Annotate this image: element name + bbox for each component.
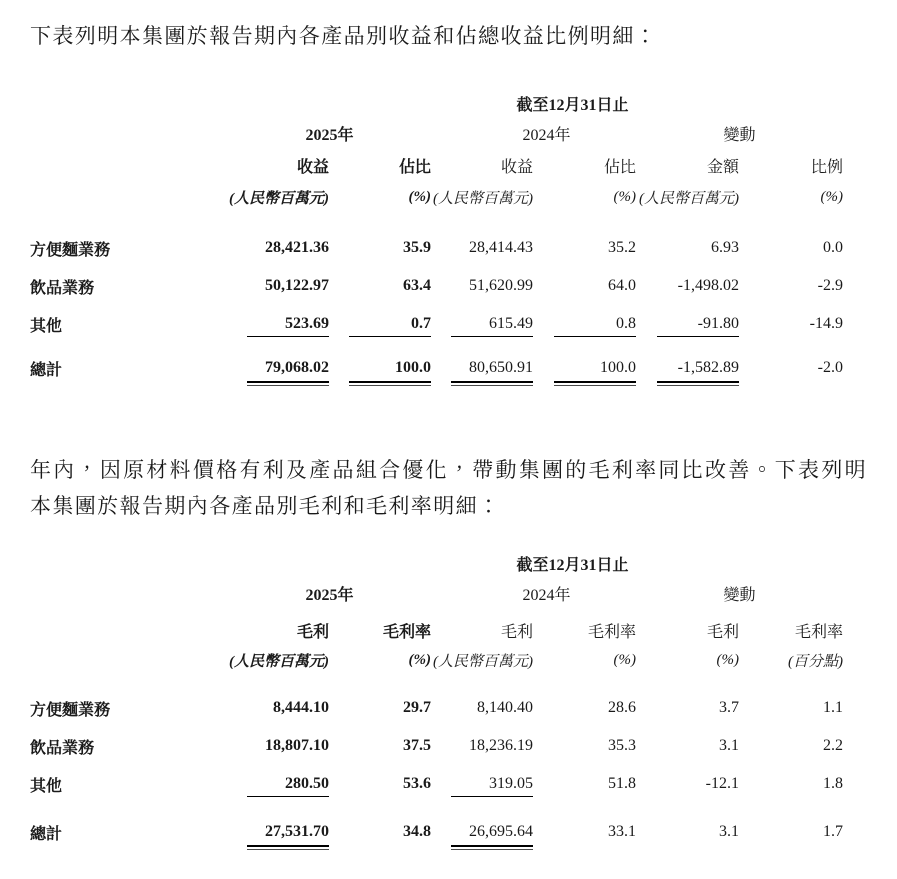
row-label: 飲品業務 xyxy=(30,279,95,297)
double-rule xyxy=(247,845,329,850)
total-rule-row xyxy=(30,380,897,388)
group-header-change: 變動 xyxy=(723,126,756,144)
single-rule xyxy=(247,336,329,337)
unit-label: (人民幣百萬元) xyxy=(433,190,533,207)
period-title: 截至12月31日止 xyxy=(516,556,629,574)
group-header-2025: 2025年 xyxy=(305,586,354,604)
unit-label: (%) xyxy=(408,188,431,205)
cell-value: -1,582.89 xyxy=(677,359,739,376)
column-header: 毛利率 xyxy=(587,623,636,641)
cell-value: 26,695.64 xyxy=(469,823,533,840)
cell-value: 1.1 xyxy=(823,699,843,716)
double-rule xyxy=(554,381,636,386)
cell-value: 0.7 xyxy=(411,315,431,332)
cell-value: -2.0 xyxy=(817,359,843,376)
unit-label: (%) xyxy=(716,651,739,668)
total-row xyxy=(30,820,897,844)
cell-value: 18,807.10 xyxy=(265,737,329,754)
cell-value: 35.2 xyxy=(608,239,636,256)
unit-label: (%) xyxy=(820,188,843,205)
cell-value: 100.0 xyxy=(395,359,431,376)
cell-value: 27,531.70 xyxy=(265,823,329,840)
cell-value: 18,236.19 xyxy=(469,737,533,754)
row-label: 方便麵業務 xyxy=(30,241,111,259)
unit-label: (%) xyxy=(613,651,636,668)
unit-label: (%) xyxy=(408,651,431,668)
table-row xyxy=(30,696,897,720)
cell-value: 34.8 xyxy=(403,823,431,840)
column-header: 收益 xyxy=(296,158,329,176)
cell-value: 80,650.91 xyxy=(469,359,533,376)
table-row xyxy=(30,274,897,298)
cell-value: 0.8 xyxy=(616,315,636,332)
row-label: 其他 xyxy=(30,317,63,335)
unit-label: (人民幣百萬元) xyxy=(229,190,329,207)
group-header-2024: 2024年 xyxy=(522,126,571,144)
cell-value: 35.9 xyxy=(403,239,431,256)
cell-value: 6.93 xyxy=(711,239,739,256)
table-row xyxy=(30,772,897,796)
cell-value: 3.1 xyxy=(719,823,739,840)
year-group-row xyxy=(30,122,897,144)
cell-value: 29.7 xyxy=(403,699,431,716)
single-rule xyxy=(554,336,636,337)
cell-value: -91.80 xyxy=(697,315,739,332)
single-rule xyxy=(349,336,431,337)
cell-value: 79,068.02 xyxy=(265,359,329,376)
subtotal-rule-row xyxy=(30,336,897,342)
unit-label: (%) xyxy=(613,188,636,205)
cell-value: 51.8 xyxy=(608,775,636,792)
cell-value: 64.0 xyxy=(608,277,636,294)
unit-label: (人民幣百萬元) xyxy=(639,190,739,207)
cell-value: 63.4 xyxy=(403,277,431,294)
paragraph-line: 本集團於報告期內各產品別毛利和毛利率明細： xyxy=(30,494,501,518)
total-row xyxy=(30,356,897,380)
column-header: 金額 xyxy=(706,158,739,176)
intro-paragraph-grossprofit xyxy=(30,452,867,524)
column-header: 毛利 xyxy=(706,623,739,641)
total-rule-row xyxy=(30,844,897,852)
cell-value: -12.1 xyxy=(705,775,739,792)
group-header-2024: 2024年 xyxy=(522,586,571,604)
double-rule xyxy=(657,381,739,386)
gross-profit-table xyxy=(0,552,897,852)
column-header: 佔比 xyxy=(398,158,431,176)
period-title-row xyxy=(30,92,897,114)
cell-value: 37.5 xyxy=(403,737,431,754)
cell-value: 319.05 xyxy=(489,775,533,792)
cell-value: -14.9 xyxy=(809,315,843,332)
cell-value: 1.7 xyxy=(823,823,843,840)
subtotal-rule-row xyxy=(30,796,897,802)
cell-value: 8,444.10 xyxy=(273,699,329,716)
single-rule xyxy=(451,336,533,337)
column-header-row xyxy=(30,154,897,176)
column-header: 毛利 xyxy=(500,623,533,641)
unit-label: (百分點) xyxy=(788,653,843,670)
column-header: 收益 xyxy=(500,158,533,176)
cell-value: 3.7 xyxy=(719,699,739,716)
cell-value: 51,620.99 xyxy=(469,277,533,294)
intro-paragraph-revenue: 下表列明本集團於報告期內各產品別收益和佔總收益比例明細： xyxy=(30,24,658,48)
column-header: 毛利率 xyxy=(794,623,843,641)
column-header-row xyxy=(30,619,897,641)
cell-value: -2.9 xyxy=(817,277,843,294)
cell-value: 28,421.36 xyxy=(265,239,329,256)
cell-value: 33.1 xyxy=(608,823,636,840)
group-header-change: 變動 xyxy=(723,586,756,604)
row-label: 方便麵業務 xyxy=(30,701,111,719)
cell-value: -1,498.02 xyxy=(677,277,739,294)
cell-value: 280.50 xyxy=(285,775,329,792)
revenue-breakdown-table xyxy=(0,92,897,388)
cell-value: 2.2 xyxy=(823,737,843,754)
cell-value: 28,414.43 xyxy=(469,239,533,256)
cell-value: 28.6 xyxy=(608,699,636,716)
cell-value: 523.69 xyxy=(285,315,329,332)
paragraph-line: 年內，因原材料價格有利及產品組合優化，帶動集團的毛利率同比改善。下表列明 xyxy=(30,458,867,482)
column-header: 毛利率 xyxy=(382,623,431,641)
row-label: 飲品業務 xyxy=(30,739,95,757)
cell-value: 50,122.97 xyxy=(265,277,329,294)
row-label: 總計 xyxy=(30,361,63,379)
table-row xyxy=(30,734,897,758)
cell-value: 53.6 xyxy=(403,775,431,792)
double-rule xyxy=(247,381,329,386)
year-group-row xyxy=(30,582,897,604)
column-header: 佔比 xyxy=(603,158,636,176)
table-row xyxy=(30,312,897,336)
unit-row xyxy=(30,186,897,208)
table-row xyxy=(30,236,897,260)
unit-label: (人民幣百萬元) xyxy=(229,653,329,670)
cell-value: 3.1 xyxy=(719,737,739,754)
column-header: 毛利 xyxy=(296,623,329,641)
group-header-2025: 2025年 xyxy=(305,126,354,144)
double-rule xyxy=(451,845,533,850)
cell-value: 100.0 xyxy=(600,359,636,376)
row-label: 其他 xyxy=(30,777,63,795)
period-title: 截至12月31日止 xyxy=(516,96,629,114)
column-header: 比例 xyxy=(810,158,843,176)
double-rule xyxy=(451,381,533,386)
cell-value: 615.49 xyxy=(489,315,533,332)
double-rule xyxy=(349,381,431,386)
single-rule xyxy=(247,796,329,797)
cell-value: 0.0 xyxy=(823,239,843,256)
period-title-row xyxy=(30,552,897,574)
single-rule xyxy=(657,336,739,337)
cell-value: 8,140.40 xyxy=(477,699,533,716)
unit-label: (人民幣百萬元) xyxy=(433,653,533,670)
unit-row xyxy=(30,649,897,671)
single-rule xyxy=(451,796,533,797)
row-label: 總計 xyxy=(30,825,63,843)
cell-value: 35.3 xyxy=(608,737,636,754)
cell-value: 1.8 xyxy=(823,775,843,792)
